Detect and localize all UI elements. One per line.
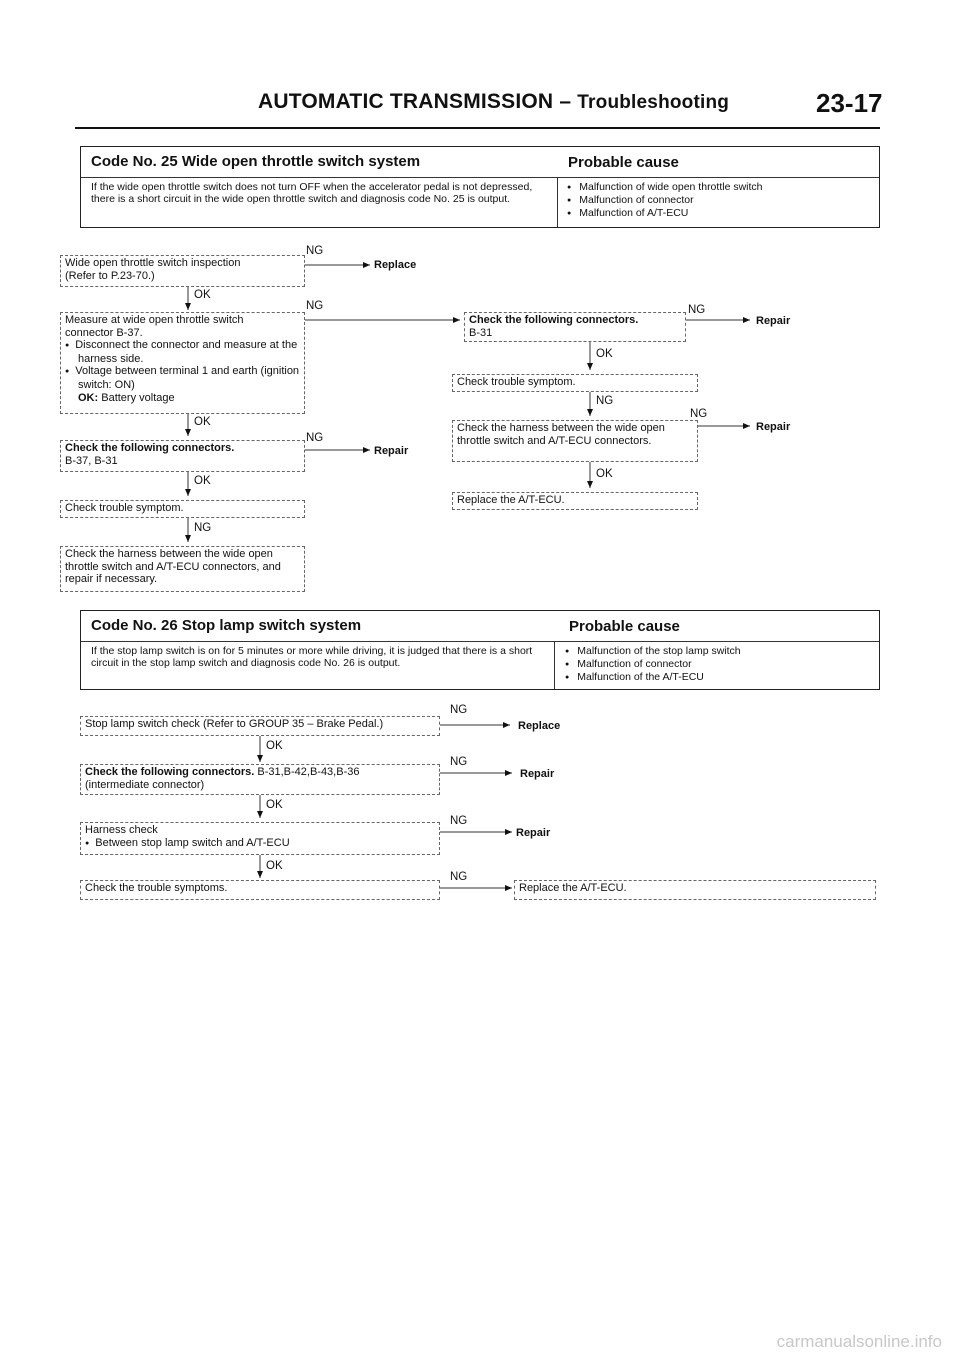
step-text: (intermediate connector): [85, 778, 205, 791]
ok-label: OK: [194, 289, 211, 301]
step-bullet: ● Voltage between terminal 1 and earth (ignition switch: ON): [65, 365, 300, 391]
step-bullet: ● Between stop lamp switch and A/T-ECU: [85, 837, 435, 851]
replace-ecu-step: [452, 492, 698, 510]
cause-item: ● Malfunction of the A/T-ECU: [565, 671, 741, 684]
ng-label: NG: [306, 245, 324, 257]
check-trouble-symptom-step: [60, 500, 305, 518]
replace-action: Replace: [374, 259, 417, 271]
watermark: carmanualsonline.info: [776, 1332, 942, 1351]
header-dash: –: [559, 90, 572, 113]
ok-label: OK: [266, 860, 283, 872]
step-detail: B-31,B-42,B-43,B-36: [257, 766, 360, 778]
ng-label: NG: [450, 815, 468, 827]
ok-label: OK: [194, 416, 211, 428]
check-trouble-symptoms-step: [80, 880, 440, 900]
repair-action: Repair: [374, 445, 409, 457]
measure-connector-step: [60, 312, 305, 414]
ok-label: OK: [596, 348, 613, 360]
ok-label: OK: [596, 468, 613, 480]
repair-action: Repair: [516, 827, 551, 839]
cause-item: ● Malfunction of connector: [565, 658, 741, 671]
step-text: Stop lamp switch check (Refer to GROUP 35 – Brake Pedal.): [85, 718, 384, 730]
step-text: Replace the A/T-ECU.: [457, 494, 565, 506]
step-title: [65, 442, 300, 455]
repair-action: Repair: [520, 768, 555, 780]
ng-label: NG: [596, 395, 614, 407]
step-text: Check the harness between the wide open throttle switch and A/T-ECU connectors, and repair if necessary.: [65, 548, 281, 586]
ok-label: OK: [266, 799, 283, 811]
stop-lamp-switch-check-step: [80, 716, 440, 736]
check-connector-b31-step: [464, 312, 686, 342]
step-title-text: Check the following connectors.: [469, 314, 639, 326]
step-text: Replace the A/T-ECU.: [519, 882, 627, 894]
ok-condition-value: Battery voltage: [101, 391, 175, 404]
ok-condition-label: OK:: [78, 391, 99, 404]
step-text: Wide open throttle switch inspection: [65, 257, 241, 269]
step-text: Check trouble symptom.: [65, 502, 184, 514]
ng-label: NG: [690, 408, 708, 420]
ng-label: NG: [450, 756, 468, 768]
code26-info-table: [80, 610, 880, 690]
repair-action: Repair: [756, 421, 791, 433]
repair-action: Repair: [756, 315, 791, 327]
code26-causes: [565, 645, 741, 685]
check-harness-right-step: [452, 420, 698, 462]
step-reference: (Refer to P.23-70.): [65, 269, 155, 282]
ok-label: OK: [194, 475, 211, 487]
ng-label: NG: [306, 432, 324, 444]
step-title-text: Check the following connectors.: [85, 766, 255, 778]
ok-condition: [65, 392, 300, 405]
check-trouble-symptom-right-step: [452, 374, 698, 392]
header-subtitle: Troubleshooting: [577, 92, 730, 113]
replace-action: Replace: [518, 720, 561, 732]
ng-label: NG: [450, 871, 468, 883]
ng-label: NG: [450, 704, 468, 716]
step-bullet: ● Disconnect the connector and measure at the harness side.: [65, 339, 300, 365]
step-text: Check the trouble symptoms.: [85, 882, 228, 894]
harness-check-step: [80, 822, 440, 855]
step-text: connector B-37.: [65, 326, 143, 339]
page-number: 23-17: [816, 88, 883, 118]
ng-label: NG: [194, 522, 212, 534]
code25-description: If the wide open throttle switch does not turn OFF when the accelerator pedal is not depressed, there is a short circuit in the wide open throttle switch and diagnosis code No. 25 is output.: [91, 181, 533, 206]
code26-title: Code No. 26 Stop lamp switch system: [91, 617, 362, 634]
ok-label: OK: [266, 740, 283, 752]
cause-item: ● Malfunction of wide open throttle switch: [567, 181, 763, 194]
check-connectors-step: [60, 440, 305, 472]
step-title-text: Check the following connectors.: [65, 442, 235, 454]
divider: [554, 641, 555, 689]
code26-probable-cause-title: Probable cause: [569, 618, 680, 635]
check-connectors-26-step: [80, 764, 440, 795]
step-text: Measure at wide open throttle switch: [65, 314, 244, 326]
step-text: Check the harness between the wide open throttle switch and A/T-ECU connectors.: [457, 422, 665, 447]
step-title: [85, 766, 435, 779]
cause-item: ● Malfunction of connector: [567, 194, 763, 207]
step-text: Check trouble symptom.: [457, 376, 576, 388]
header-title: AUTOMATIC TRANSMISSION: [258, 90, 554, 113]
cause-item: ● Malfunction of the stop lamp switch: [565, 645, 741, 658]
wot-switch-inspection-step: [60, 255, 305, 287]
cause-item: ● Malfunction of A/T-ECU: [567, 207, 763, 220]
step-text: Harness check: [85, 824, 158, 836]
step-detail: B-31: [469, 326, 493, 339]
step-title: [469, 314, 681, 327]
code25-title: Code No. 25 Wide open throttle switch system: [91, 153, 421, 170]
code25-probable-cause-title: Probable cause: [568, 154, 679, 171]
check-harness-step: [60, 546, 305, 592]
ng-label: NG: [306, 300, 324, 312]
ng-label: NG: [688, 304, 706, 316]
replace-ecu-final-step: [514, 880, 876, 900]
step-detail: B-37, B-31: [65, 454, 118, 467]
divider: [81, 641, 879, 642]
code26-description: If the stop lamp switch is on for 5 minutes or more while driving, it is judged that there is a short circuit in the stop lamp switch and diagnosis code No. 26 is output.: [91, 645, 533, 670]
